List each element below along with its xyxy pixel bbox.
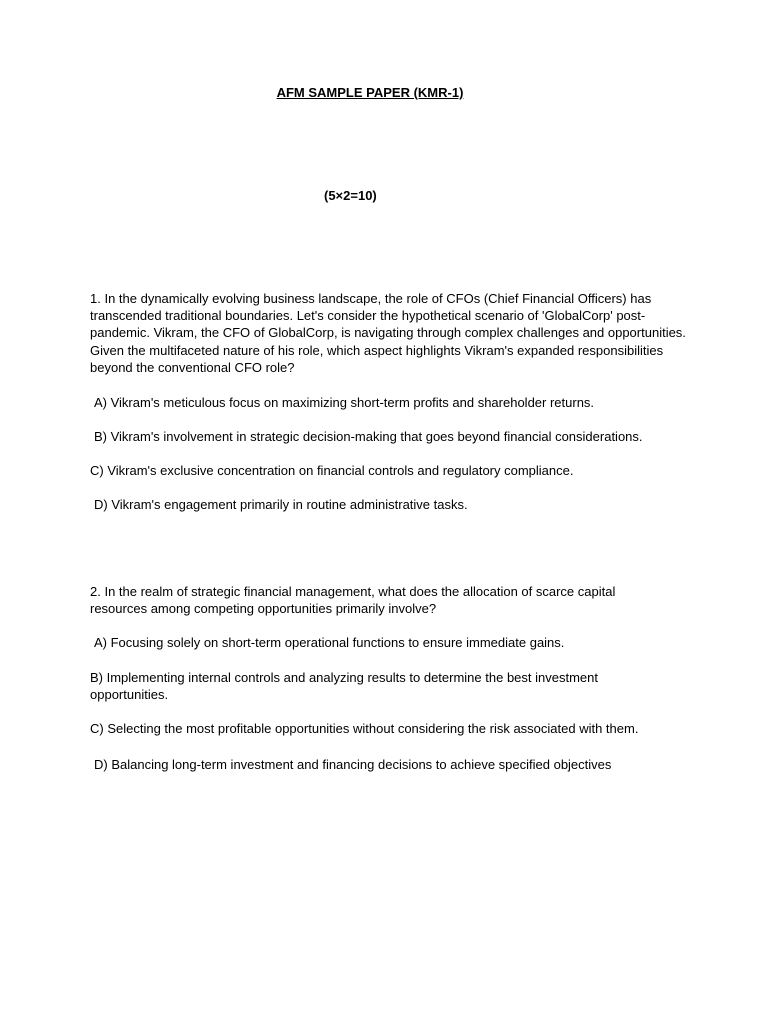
paper-title: AFM SAMPLE PAPER (KMR-1) — [276, 85, 464, 100]
question-1-option-b: B) Vikram's involvement in strategic decision-making that goes beyond financial considerations. — [94, 429, 643, 444]
question-2-option-b: B) Implementing internal controls and analyzing results to determine the best investment opportunities. — [90, 670, 598, 703]
question-1-text: 1. In the dynamically evolving business landscape, the role of CFOs (Chief Financial Officers) has transcended traditional boundaries. Let's consider the hypothetical scenario of 'GlobalCorp' post-pandemic. Vikram, the CFO of GlobalCorp, is navigating through complex challenges and opportunities. Given the multifaceted nature of his role, which aspect highlights Vikram's expanded responsibilities beyond the conventional CFO role? — [90, 291, 686, 375]
marks-allocation: (5×2=10) — [324, 188, 377, 203]
question-1-option-d: D) Vikram's engagement primarily in routine administrative tasks. — [94, 497, 468, 512]
question-2-option-a: A) Focusing solely on short-term operational functions to ensure immediate gains. — [94, 635, 565, 650]
question-1-option-a: A) Vikram's meticulous focus on maximizing short-term profits and shareholder returns. — [94, 395, 595, 410]
question-2-option-c: C) Selecting the most profitable opportunities without considering the risk associated with them. — [90, 721, 639, 736]
question-1-option-c: C) Vikram's exclusive concentration on financial controls and regulatory compliance. — [90, 463, 574, 478]
question-2-text: 2. In the realm of strategic financial management, what does the allocation of scarce capital resources among competing opportunities primarily involve? — [90, 584, 616, 617]
question-2-option-d: D) Balancing long-term investment and financing decisions to achieve specified objectives — [94, 757, 612, 772]
